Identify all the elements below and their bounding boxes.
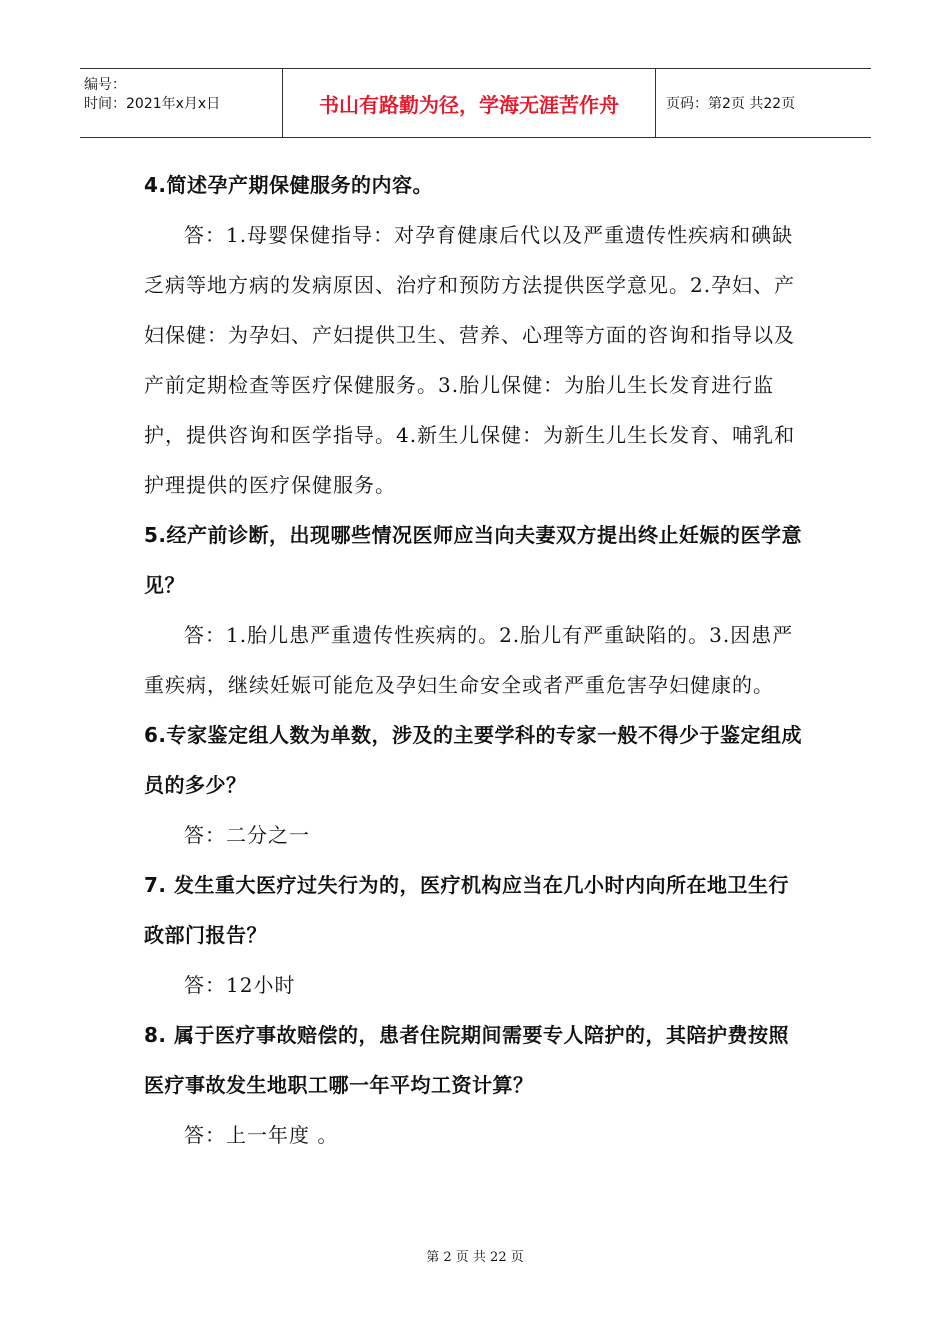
question: 7. 发生重大医疗过失行为的，医疗机构应当在几小时内向所在地卫生行政部门报告？ (144, 873, 789, 947)
header-page-info: 页码：第2页 共22页 (666, 96, 796, 112)
qa-item-7 (144, 860, 809, 1010)
header-slogan: 书山有路勤为径，学海无涯苦作舟 (283, 69, 656, 137)
answer: 答：二分之一 (184, 823, 310, 847)
qa-item-8 (144, 1010, 809, 1160)
answer: 答：1.母婴保健指导：对孕育健康后代以及严重遗传性疾病和碘缺乏病等地方病的发病原因、治疗和预防方法提供医学意见。2.孕妇、产妇保健：为孕妇、产妇提供卫生、营养、心理等方面的咨询和指导以及产前定期检查等医疗保健服务。3.胎儿保健：为胎儿生长发育进行监护，提供咨询和医学指导。4.新生儿保健：为新生儿生长发育、哺乳和护理提供的医疗保健服务。 (144, 223, 796, 497)
answer: 答：12小时 (184, 973, 296, 997)
page-footer: 第 2 页 共 22 页 (426, 1250, 524, 1265)
answer: 答：上一年度 。 (184, 1123, 339, 1147)
page-header (80, 68, 871, 138)
document-body (144, 160, 809, 1160)
answer: 答：1.胎儿患严重遗传性疾病的。2.胎儿有严重缺陷的。3.因患严重疾病，继续妊娠可能危及孕妇生命安全或者严重危害孕妇健康的。 (144, 623, 794, 697)
header-meta (80, 69, 283, 137)
document-date-label: 时间：2021年x月x日 (84, 96, 221, 112)
qa-item-4 (144, 160, 809, 510)
question: 5.经产前诊断，出现哪些情况医师应当向夫妻双方提出终止妊娠的医学意见？ (144, 523, 803, 597)
document-code-label: 编号： (84, 77, 126, 93)
qa-item-5 (144, 510, 809, 710)
question: 4.简述孕产期保健服务的内容。 (144, 173, 434, 197)
qa-item-6 (144, 710, 809, 860)
question: 8. 属于医疗事故赔偿的，患者住院期间需要专人陪护的，其陪护费按照医疗事故发生地职工哪一年平均工资计算？ (144, 1023, 789, 1097)
question: 6.专家鉴定组人数为单数，涉及的主要学科的专家一般不得少于鉴定组成员的多少？ (144, 723, 803, 797)
